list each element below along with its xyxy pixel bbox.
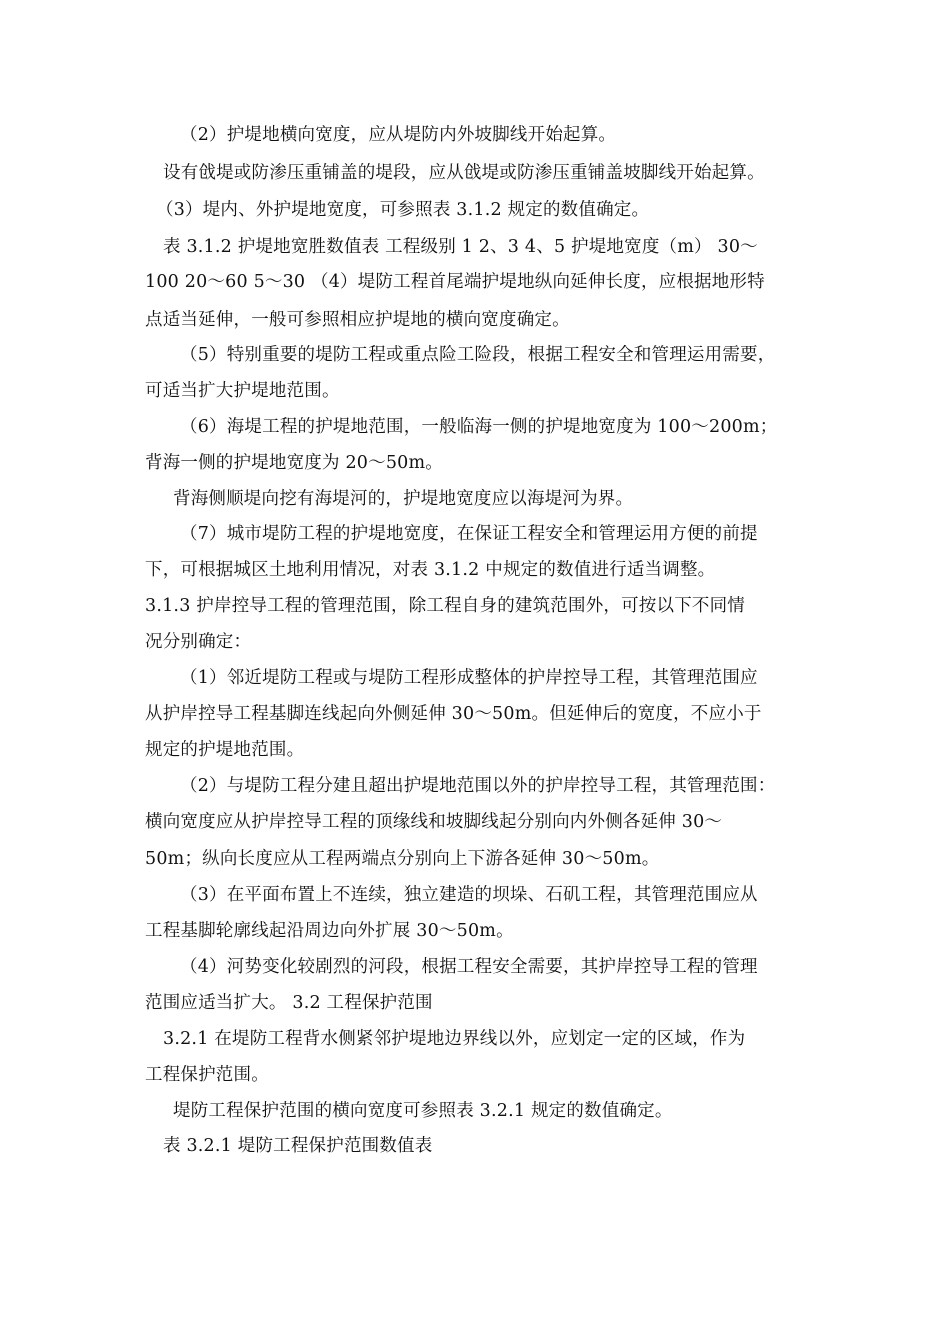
text-line: 规定的护堤地范围。	[145, 740, 305, 760]
text-line: 3.2.1 在堤防工程背水侧紧邻护堤地边界线以外，应划定一定的区域，作为	[163, 1029, 746, 1049]
text-line: 50m；纵向长度应从工程两端点分别向上下游各延伸 30～50m。	[145, 849, 660, 869]
text-line: 点适当延伸，一般可参照相应护堤地的横向宽度确定。	[145, 310, 570, 330]
text-line: 况分别确定：	[145, 632, 252, 652]
text-line: （2）与堤防工程分建且超出护堤地范围以外的护岸控导工程，其管理范围：	[180, 776, 776, 796]
text-line: 表 3.2.1 堤防工程保护范围数值表	[163, 1136, 433, 1156]
text-line: 堤防工程保护范围的横向宽度可参照表 3.2.1 规定的数值确定。	[173, 1101, 673, 1121]
text-line: 工程基脚轮廓线起沿周边向外扩展 30～50m。	[145, 921, 514, 941]
text-line: （2）护堤地横向宽度，应从堤防内外坡脚线开始起算。	[180, 125, 617, 145]
text-line: （7）城市堤防工程的护堤地宽度，在保证工程安全和管理运用方便的前提	[180, 524, 758, 544]
text-line: 设有戗堤或防渗压重铺盖的堤段，应从戗堤或防渗压重铺盖坡脚线开始起算。	[163, 163, 765, 183]
text-line: 100 20～60 5～30 （4）堤防工程首尾端护堤地纵向延伸长度，应根据地形特	[145, 272, 765, 292]
text-line: （3）堤内、外护堤地宽度，可参照表 3.1.2 规定的数值确定。	[156, 200, 650, 220]
text-line: 3.1.3 护岸控导工程的管理范围，除工程自身的建筑范围外，可按以下不同情	[145, 596, 745, 616]
text-line: 横向宽度应从护岸控导工程的顶缘线和坡脚线起分别向内外侧各延伸 30～	[145, 812, 723, 832]
text-line: 可适当扩大护堤地范围。	[145, 381, 340, 401]
text-line: （3）在平面布置上不连续，独立建造的坝垛、石矶工程，其管理范围应从	[180, 885, 758, 905]
text-line: 范围应适当扩大。 3.2 工程保护范围	[145, 993, 433, 1013]
text-line: 下，可根据城区土地利用情况，对表 3.1.2 中规定的数值进行适当调整。	[145, 560, 716, 580]
text-line: 从护岸控导工程基脚连线起向外侧延伸 30～50m。但延伸后的宽度，不应小于	[145, 704, 762, 724]
text-line: 表 3.1.2 护堤地宽胜数值表 工程级别 1 2、3 4、5 护堤地宽度（m） 30～	[163, 237, 758, 257]
text-line: （4）河势变化较剧烈的河段，根据工程安全需要，其护岸控导工程的管理	[180, 957, 758, 977]
text-line: （1）邻近堤防工程或与堤防工程形成整体的护岸控导工程，其管理范围应	[180, 668, 758, 688]
text-line: 背海侧顺堤向挖有海堤河的，护堤地宽度应以海堤河为界。	[173, 489, 634, 509]
text-line: （6）海堤工程的护堤地范围，一般临海一侧的护堤地宽度为 100～200m；	[180, 417, 778, 437]
text-line: 背海一侧的护堤地宽度为 20～50m。	[145, 453, 443, 473]
text-line: 工程保护范围。	[145, 1065, 269, 1085]
text-line: （5）特别重要的堤防工程或重点险工险段，根据工程安全和管理运用需要，	[180, 345, 776, 365]
